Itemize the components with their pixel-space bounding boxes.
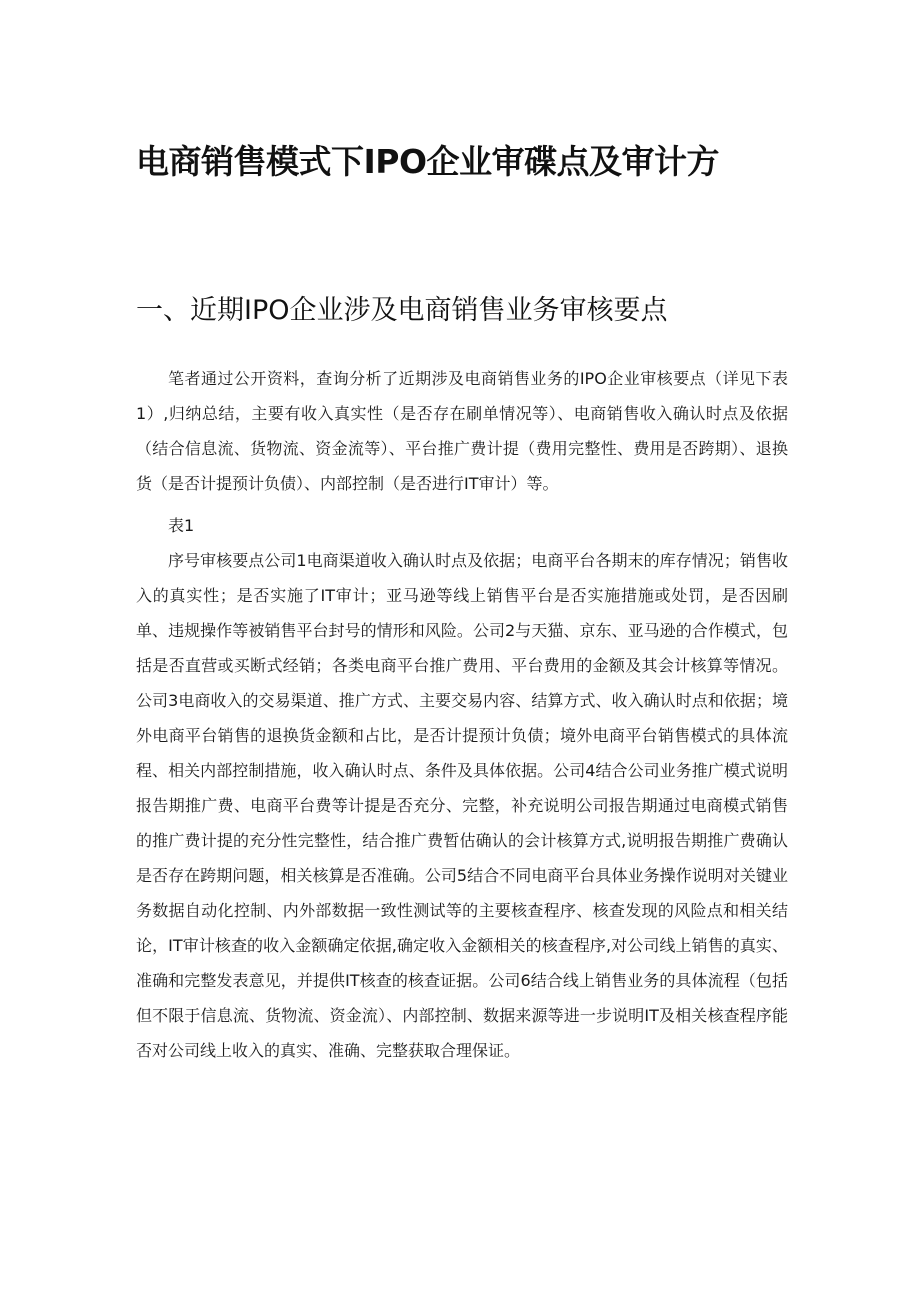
table-label: 表1 (168, 516, 195, 535)
section-heading: 一、近期IPO企业涉及电商销售业务审核要点 (136, 295, 668, 326)
intro-paragraph: 笔者通过公开资料，查询分析了近期涉及电商销售业务的IPO企业审核要点（详见下表1）,归纳总结，主要有收入真实性（是否存在刷单情况等）、电商销售收入确认时点及依据（结合信息流、货物流、资金流等）、平台推广费计提（费用完整性、费用是否跨期）、退换货（是否计提预计负债）、内部控制（是否进行IT审计）等。 (136, 369, 788, 493)
table-content-paragraph: 序号审核要点公司1电商渠道收入确认时点及依据；电商平台各期末的库存情况；销售收入的真实性；是否实施了IT审计；亚马逊等线上销售平台是否实施措施或处罚，是否因刷单、违规操作等被销售平台封号的情形和风险。公司2与天猫、京东、亚马逊的合作模式，包括是否直营或买断式经销；各类电商平台推广费用、平台费用的金额及其会计核算等情况。公司3电商收入的交易渠道、推广方式、主要交易内容、结算方式、收入确认时点和依据；境外电商平台销售的退换货金额和占比，是否计提预计负债；境外电商平台销售模式的具体流程、相关内部控制措施，收入确认时点、条件及具体依据。公司4结合公司业务推广模式说明报告期推广费、电商平台费等计提是否充分、完整，补充说明公司报告期通过电商模式销售的推广费计提的充分性完整性，结合推广费暂估确认的会计核算方式,说明报告期推广费确认是否存在跨期问题，相关核算是否准确。公司5结合不同电商平台具体业务操作说明对关键业务数据自动化控制、内外部数据一致性测试等的主要核查程序、核查发现的风险点和相关结论，IT审计核查的收入金额确定依据,确定收入金额相关的核查程序,对公司线上销售的真实、准确和完整发表意见，并提供IT核查的核查证据。公司6结合线上销售业务的具体流程（包括但不限于信息流、货物流、资金流）、内部控制、数据来源等进一步说明IT及相关核查程序能否对公司线上收入的真实、准确、完整获取合理保证。 (136, 551, 788, 1060)
document-title: 电商销售模式下IPO企业审碟点及审计方 (136, 142, 720, 181)
